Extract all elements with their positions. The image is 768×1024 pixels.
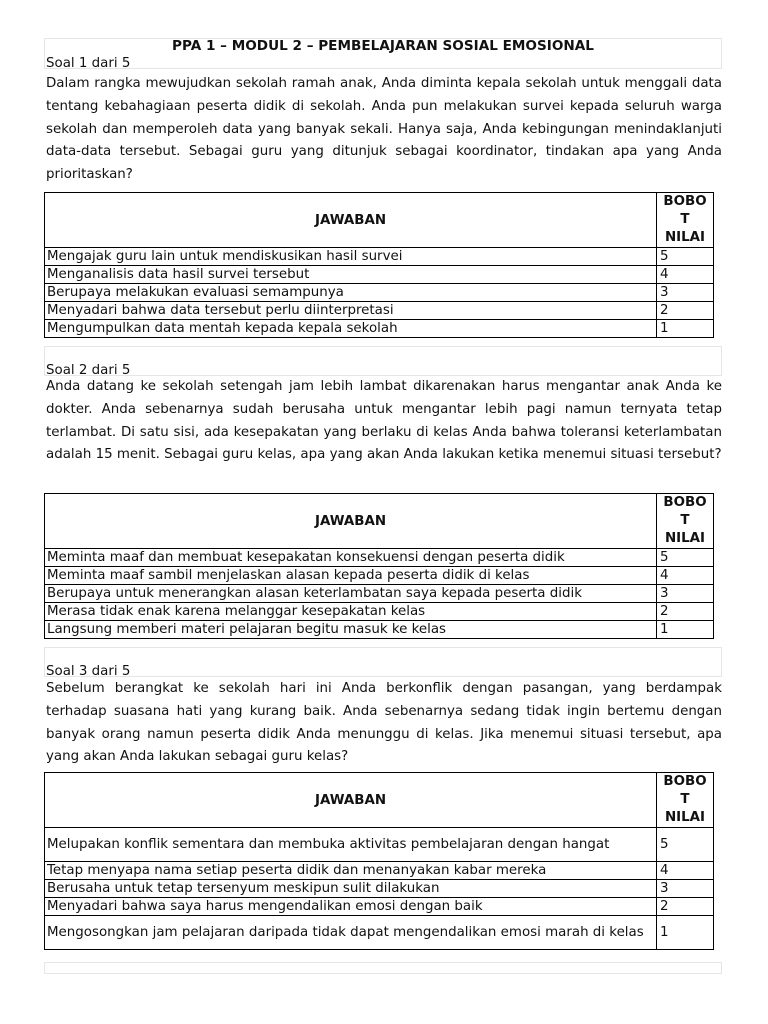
answer-score: 2: [657, 603, 714, 621]
table-row: [45, 880, 714, 898]
table-row: [45, 284, 714, 302]
answer-column-header: JAWABAN: [45, 494, 657, 549]
answer-text: Mengosongkan jam pelajaran daripada tidak dapat mengendalikan emosi marah di kelas: [45, 916, 657, 950]
answer-score: 2: [657, 302, 714, 320]
table-row: [45, 302, 714, 320]
answer-text: Mengajak guru lain untuk mendiskusikan hasil survei: [45, 248, 657, 266]
answer-text: Tetap menyapa nama setiap peserta didik dan menanyakan kabar mereka: [45, 862, 657, 880]
score-header-line: T: [680, 513, 690, 528]
question-1-text: Dalam rangka mewujudkan sekolah ramah anak, Anda diminta kepala sekolah untuk menggali data tentang kebahagiaan peserta didik di sekolah. Anda pun melakukan survei kepada seluruh warga sekolah dan memperoleh data yang banyak sekali. Hanya saja, Anda kebingungan menindaklanjuti data-data tersebut. Sebagai guru yang ditunjuk sebagai koordinator, tindakan apa yang Anda prioritaskan?: [46, 76, 722, 183]
answer-score: 5: [657, 549, 714, 567]
table-row: [45, 266, 714, 284]
score-header-line: T: [680, 792, 690, 807]
score-header-line: NILAI: [664, 810, 706, 825]
answer-score: 4: [657, 266, 714, 284]
answer-column-header: JAWABAN: [45, 773, 657, 828]
answer-table-2: [44, 493, 714, 639]
answer-score: 1: [657, 621, 714, 639]
score-header-line: NILAI: [664, 531, 706, 546]
score-header-line: T: [680, 212, 690, 227]
answer-score: 1: [657, 916, 714, 950]
answer-score: 5: [657, 248, 714, 266]
answer-text: Menganalisis data hasil survei tersebut: [45, 266, 657, 284]
table-row: [45, 248, 714, 266]
answer-score: 5: [657, 828, 714, 862]
score-column-header: [657, 193, 714, 248]
table-row: [45, 567, 714, 585]
table-header-row: [45, 193, 714, 248]
answer-text: Merasa tidak enak karena melanggar kesepakatan kelas: [45, 603, 657, 621]
answer-score: 3: [657, 585, 714, 603]
table-row: [45, 828, 714, 862]
score-header-line: BOBO: [663, 495, 707, 510]
answer-column-header: JAWABAN: [45, 193, 657, 248]
answer-score: 2: [657, 898, 714, 916]
table-row: [45, 862, 714, 880]
answer-text: Berupaya untuk menerangkan alasan keterlambatan saya kepada peserta didik: [45, 585, 657, 603]
question-2-label: Soal 2 dari 5: [46, 363, 131, 378]
table-row: [45, 320, 714, 338]
score-header-line: BOBO: [663, 774, 707, 789]
answer-score: 1: [657, 320, 714, 338]
table-row: [45, 585, 714, 603]
score-column-header: [657, 494, 714, 549]
answer-score: 4: [657, 862, 714, 880]
answer-text: Mengumpulkan data mentah kepada kepala sekolah: [45, 320, 657, 338]
table-row: [45, 549, 714, 567]
score-header-line: BOBO: [663, 194, 707, 209]
answer-text: Menyadari bahwa saya harus mengendalikan emosi dengan baik: [45, 898, 657, 916]
score-header-line: NILAI: [664, 230, 706, 245]
answer-text: Berusaha untuk tetap tersenyum meskipun sulit dilakukan: [45, 880, 657, 898]
document-title: PPA 1 – MODUL 2 – PEMBELAJARAN SOSIAL EMOSIONAL: [172, 38, 594, 54]
spacer-frame: [44, 647, 722, 677]
table-row: [45, 898, 714, 916]
table-row: [45, 603, 714, 621]
answer-text: Meminta maaf dan membuat kesepakatan konsekuensi dengan peserta didik: [45, 549, 657, 567]
question-1-label: Soal 1 dari 5: [46, 56, 131, 71]
answer-text: Langsung memberi materi pelajaran begitu masuk ke kelas: [45, 621, 657, 639]
table-header-row: [45, 494, 714, 549]
table-header-row: [45, 773, 714, 828]
spacer-frame: [44, 346, 722, 376]
question-3-label: Soal 3 dari 5: [46, 664, 131, 679]
table-row: [45, 916, 714, 950]
score-column-header: [657, 773, 714, 828]
answer-text: Meminta maaf sambil menjelaskan alasan kepada peserta didik di kelas: [45, 567, 657, 585]
answer-score: 3: [657, 284, 714, 302]
answer-text: Berupaya melakukan evaluasi semampunya: [45, 284, 657, 302]
answer-table-1: [44, 192, 714, 338]
spacer-frame: [44, 962, 722, 974]
question-2-text: Anda datang ke sekolah setengah jam lebih lambat dikarenakan harus mengantar anak Anda ke dokter. Anda sebenarnya sudah berusaha untuk mengantar lebih pagi namun ternyata tetap terlambat. Di satu sisi, ada kesepakatan yang berlaku di kelas Anda bahwa toleransi keterlambatan adalah 15 menit. Sebagai guru kelas, apa yang akan Anda lakukan ketika menemui situasi tersebut?: [46, 379, 722, 463]
answer-text: Menyadari bahwa data tersebut perlu diinterpretasi: [45, 302, 657, 320]
question-3-text: Sebelum berangkat ke sekolah hari ini Anda berkonflik dengan pasangan, yang berdampak terhadap suasana hati yang kurang baik. Anda sebenarnya sedang tidak ingin bertemu dengan banyak orang namun peserta didik Anda menunggu di kelas. Jika menemui situasi tersebut, apa yang akan Anda lakukan sebagai guru kelas?: [46, 681, 722, 765]
answer-text: Melupakan konflik sementara dan membuka aktivitas pembelajaran dengan hangat: [45, 828, 657, 862]
answer-table-3: [44, 772, 714, 950]
table-row: [45, 621, 714, 639]
answer-score: 3: [657, 880, 714, 898]
answer-score: 4: [657, 567, 714, 585]
